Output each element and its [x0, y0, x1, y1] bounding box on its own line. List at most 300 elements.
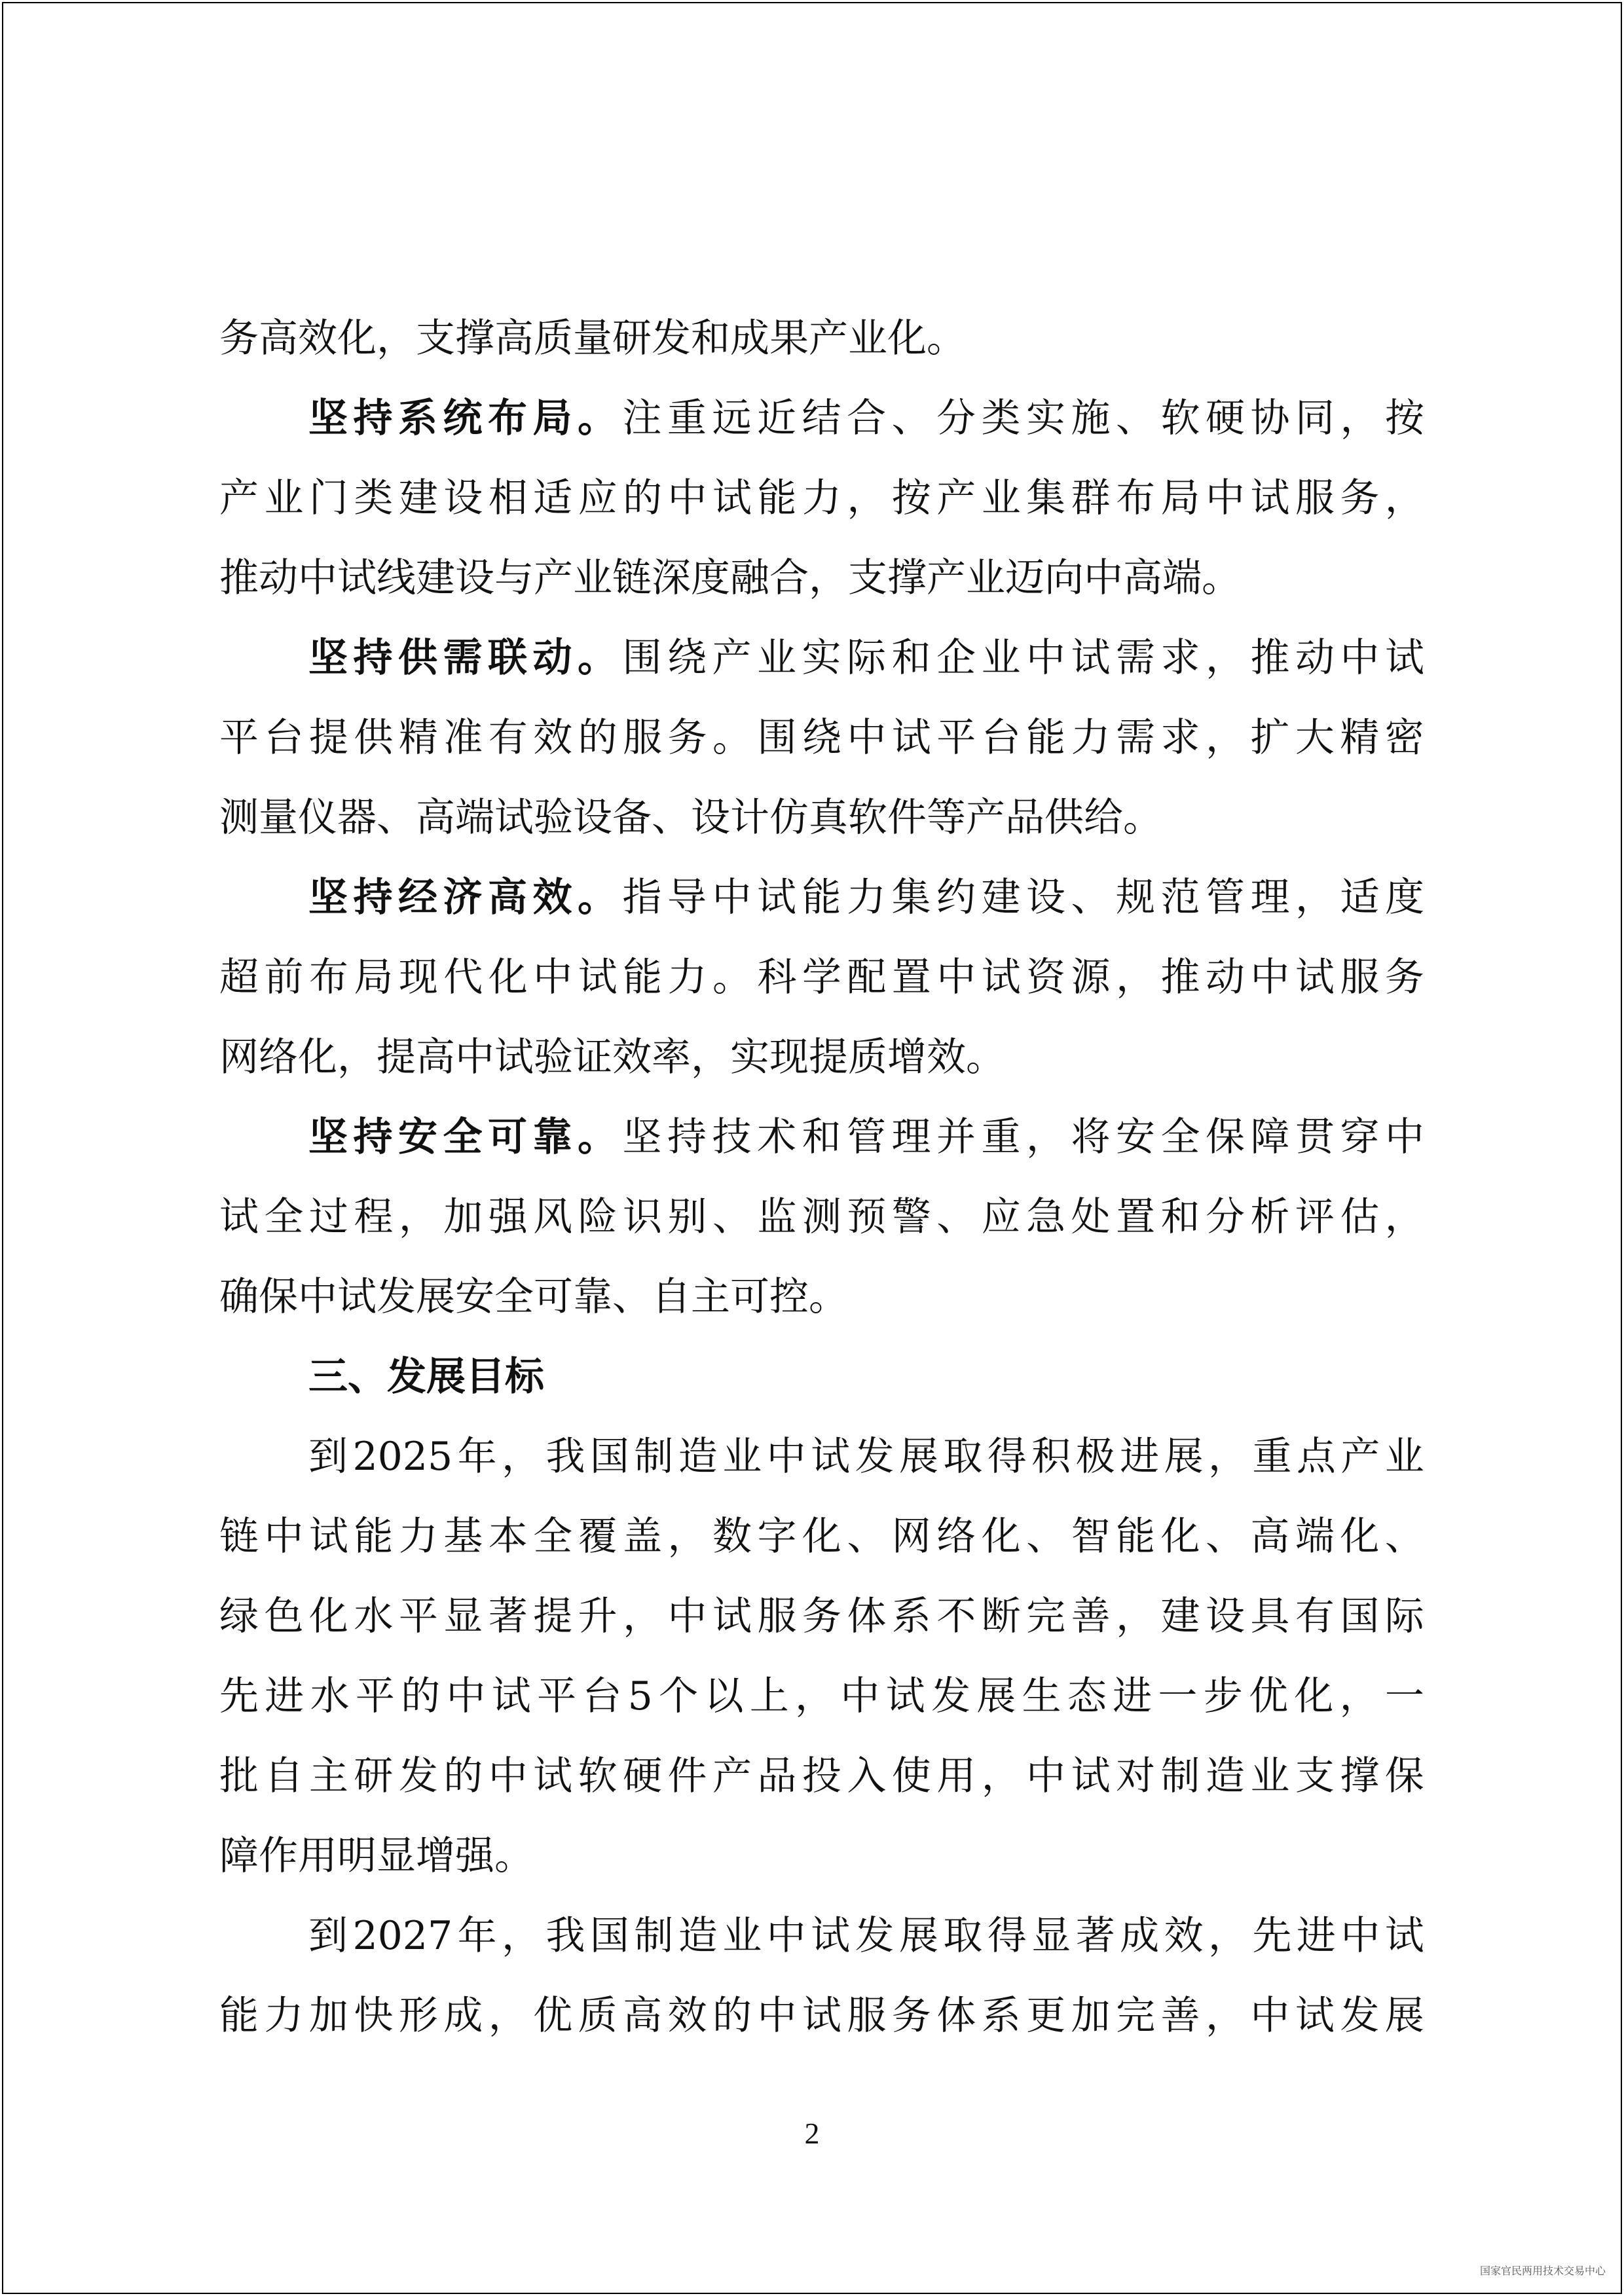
text-glyph: 科	[757, 955, 797, 1000]
text-glyph: 。	[809, 1274, 848, 1320]
text-glyph: 完	[1116, 1993, 1156, 2039]
text-glyph: 展	[1164, 1434, 1204, 1480]
text-glyph: 试	[491, 1673, 531, 1719]
text-glyph: 推	[1250, 635, 1290, 681]
text-glyph: 加	[443, 1194, 483, 1240]
text-glyph: 发	[377, 1274, 416, 1320]
text-glyph: 预	[847, 1194, 887, 1240]
text-glyph: 得	[987, 1434, 1027, 1480]
text-glyph: 试	[337, 1274, 377, 1320]
text-glyph: 。	[927, 316, 966, 361]
text-line	[219, 1017, 1424, 1097]
text-glyph: 年	[457, 1913, 497, 1959]
text-glyph: 作	[259, 1833, 298, 1879]
text-glyph: 试	[802, 1993, 841, 2039]
text-glyph: 效	[532, 875, 572, 920]
text-line	[219, 1576, 1424, 1656]
text-glyph: 和	[802, 1114, 841, 1160]
text-glyph: 际	[1384, 1594, 1424, 1639]
text-glyph: 务	[891, 1993, 931, 2039]
text-glyph: 集	[891, 875, 931, 920]
text-glyph: 极	[1075, 1434, 1115, 1480]
text-glyph: 发	[652, 316, 691, 361]
text-glyph: 对	[1116, 1753, 1156, 1799]
text-glyph: ，	[1205, 715, 1245, 761]
section-heading	[219, 1337, 1424, 1417]
text-glyph: 。	[1123, 795, 1162, 841]
text-glyph: 分	[936, 395, 976, 441]
text-line	[219, 1976, 1424, 2056]
text-glyph: 保	[1206, 1114, 1245, 1160]
text-glyph: 近	[757, 395, 796, 441]
text-glyph: 试	[1250, 475, 1290, 521]
text-glyph: 2025	[352, 1434, 453, 1480]
text-glyph: 门	[308, 475, 348, 521]
text-glyph: 中	[1205, 475, 1245, 521]
text-glyph: 硬	[623, 1753, 663, 1799]
text-glyph: ，	[1295, 875, 1335, 920]
text-glyph: 中	[1385, 1114, 1424, 1160]
text-glyph: ，	[488, 1993, 528, 2039]
text-glyph: 推	[219, 555, 259, 601]
text-glyph: 按	[1385, 395, 1424, 441]
text-glyph: 我	[545, 1434, 585, 1480]
text-glyph: 可	[488, 1114, 527, 1160]
text-glyph: 坚	[308, 395, 348, 441]
text-glyph: 能	[802, 875, 841, 920]
text-glyph: 业	[981, 635, 1021, 681]
text-glyph: 研	[354, 1753, 394, 1799]
text-glyph: 现	[769, 1034, 809, 1080]
text-glyph: 精	[398, 715, 438, 761]
text-glyph: 、	[1026, 1514, 1066, 1559]
text-glyph: 化	[887, 316, 927, 361]
text-glyph: 强	[455, 1833, 494, 1879]
text-glyph: 化	[1340, 1514, 1380, 1559]
text-glyph: 力	[264, 1993, 304, 2039]
text-glyph: 可	[534, 1274, 573, 1320]
text-glyph: 业	[264, 475, 304, 521]
text-glyph: 产	[936, 475, 976, 521]
text-glyph: 增	[416, 1833, 455, 1879]
text-glyph: 障	[1250, 1114, 1290, 1160]
text-glyph: 重	[667, 395, 707, 441]
text-glyph: 制	[634, 1913, 674, 1959]
text-glyph: 产	[809, 316, 848, 361]
text-line	[219, 538, 1424, 618]
text-glyph: 能	[1026, 715, 1066, 761]
text-glyph: 平	[355, 1673, 395, 1719]
text-glyph: 到	[308, 1913, 348, 1959]
text-glyph: 测	[802, 1194, 841, 1240]
text-glyph: 保	[259, 1274, 298, 1320]
text-glyph: 点	[1296, 1434, 1336, 1480]
text-glyph: 平	[219, 715, 259, 761]
text-glyph: 高	[1123, 555, 1162, 601]
text-glyph: 全	[264, 1194, 304, 1240]
text-glyph: 有	[488, 715, 528, 761]
text-glyph: 国	[589, 1434, 629, 1480]
text-glyph: 技	[712, 1114, 752, 1160]
text-glyph: 化	[337, 316, 377, 361]
text-glyph: 化	[308, 1594, 348, 1639]
text-glyph: 验	[534, 795, 573, 841]
text-line	[219, 1497, 1424, 1576]
text-glyph: 效	[612, 1034, 652, 1080]
text-glyph: 的	[712, 1993, 752, 2039]
text-glyph: ，	[691, 1034, 730, 1080]
text-glyph: 类	[981, 395, 1021, 441]
text-glyph: 、	[847, 1514, 887, 1559]
text-glyph: 持	[353, 395, 393, 441]
text-glyph: 应	[578, 475, 618, 521]
text-line	[219, 1257, 1424, 1337]
text-glyph: 迈	[1005, 555, 1044, 601]
text-glyph: 等	[927, 795, 966, 841]
text-glyph: 中	[712, 875, 752, 920]
text-glyph: 进	[1296, 1913, 1336, 1959]
text-glyph: 力	[1071, 715, 1111, 761]
text-glyph: 快	[354, 1993, 394, 2039]
text-glyph: 联	[488, 635, 527, 681]
text-glyph: 优	[533, 1993, 573, 2039]
text-glyph: 重	[981, 1114, 1021, 1160]
text-glyph: 服	[757, 1594, 797, 1639]
text-glyph: 别	[667, 1194, 707, 1240]
text-glyph: 和	[891, 635, 931, 681]
text-line	[219, 778, 1424, 858]
text-glyph: 进	[1113, 1673, 1153, 1719]
text-glyph: 布	[1116, 475, 1156, 521]
text-glyph: 、	[1205, 1514, 1245, 1559]
text-glyph: 业	[573, 555, 612, 601]
text-glyph: 台	[981, 715, 1021, 761]
text-glyph: 绿	[219, 1594, 259, 1639]
text-glyph: 撑	[1340, 1753, 1380, 1799]
text-glyph: 范	[1160, 875, 1200, 920]
text-glyph: 可	[730, 1274, 769, 1320]
text-glyph: 试	[811, 1434, 851, 1480]
text-glyph: 效	[927, 1034, 966, 1080]
text-glyph: 局	[1160, 475, 1200, 521]
text-glyph: 管	[847, 1114, 886, 1160]
text-glyph: 真	[809, 795, 848, 841]
text-glyph: 业	[722, 1434, 762, 1480]
text-glyph: 持	[353, 635, 393, 681]
text-glyph: 盖	[623, 1514, 663, 1559]
text-glyph: 中	[766, 1434, 806, 1480]
text-glyph: 加	[1071, 1993, 1111, 2039]
text-glyph: 、	[1116, 395, 1155, 441]
text-glyph: 置	[1116, 1194, 1156, 1240]
text-glyph: 、	[712, 1194, 752, 1240]
text-glyph: 展	[1384, 1993, 1424, 2039]
text-glyph: 业	[757, 635, 796, 681]
text-glyph: 高	[623, 1993, 663, 2039]
text-glyph: 基	[443, 1514, 483, 1559]
text-glyph: 强	[488, 1194, 528, 1240]
text-glyph: 、	[348, 1354, 387, 1400]
text-glyph: 试	[533, 1753, 573, 1799]
text-glyph: 国	[1340, 1594, 1380, 1639]
text-glyph: ，	[1384, 1194, 1424, 1240]
text-glyph: 。	[578, 395, 617, 441]
text-glyph: 中	[446, 1673, 486, 1719]
text-glyph: 规	[1116, 875, 1155, 920]
text-glyph: 现	[398, 955, 438, 1000]
text-glyph: 的	[443, 1753, 483, 1799]
paragraph	[219, 299, 1424, 378]
text-glyph: 集	[1026, 475, 1066, 521]
text-glyph: 三	[308, 1354, 348, 1400]
text-glyph: 中	[488, 1753, 528, 1799]
text-glyph: 产	[1340, 1434, 1380, 1480]
paragraph	[219, 378, 1424, 618]
text-glyph: 硬	[1206, 395, 1245, 441]
text-glyph: 结	[802, 395, 841, 441]
text-glyph: 标	[505, 1354, 544, 1400]
text-glyph: ，	[1384, 475, 1424, 521]
text-line	[219, 1337, 1424, 1417]
text-glyph: 化	[1160, 1514, 1200, 1559]
text-glyph: 以	[704, 1673, 744, 1719]
text-line	[219, 458, 1424, 538]
text-glyph: 发	[855, 1913, 895, 1959]
text-glyph: 务	[1384, 955, 1424, 1000]
text-glyph: 试	[891, 715, 931, 761]
text-glyph: 提	[809, 1034, 848, 1080]
text-glyph: 件	[667, 1753, 707, 1799]
text-glyph: 业	[1384, 1434, 1424, 1480]
text-glyph: 务	[802, 1594, 841, 1639]
text-glyph: 的	[401, 1673, 441, 1719]
text-glyph: 围	[757, 715, 797, 761]
paragraph	[219, 1417, 1424, 1896]
text-line	[219, 1177, 1424, 1257]
text-glyph: 。	[712, 955, 752, 1000]
text-glyph: 展	[976, 1673, 1016, 1719]
text-glyph: 、	[652, 795, 691, 841]
text-glyph: 并	[936, 1114, 976, 1160]
text-glyph: 产	[927, 555, 966, 601]
text-glyph: 的	[623, 475, 663, 521]
text-glyph: 仿	[769, 795, 809, 841]
text-glyph: 展	[898, 1913, 938, 1959]
text-glyph: 需	[443, 635, 483, 681]
text-glyph: 业	[966, 555, 1005, 601]
text-glyph: 代	[443, 955, 483, 1000]
text-glyph: ，	[502, 1913, 542, 1959]
text-glyph: 能	[1116, 1514, 1156, 1559]
text-glyph: 供	[398, 635, 437, 681]
text-glyph: 相	[488, 475, 528, 521]
text-glyph: 。	[494, 1833, 534, 1879]
text-glyph: 水	[354, 1594, 394, 1639]
text-glyph: 态	[1067, 1673, 1107, 1719]
text-glyph: ，	[1026, 1114, 1065, 1160]
text-glyph: 程	[354, 1194, 394, 1240]
text-glyph: 施	[1071, 395, 1111, 441]
text-glyph: 发	[398, 1753, 438, 1799]
text-glyph: 展	[898, 1434, 938, 1480]
text-glyph: 资	[1026, 955, 1066, 1000]
text-line	[219, 1656, 1424, 1736]
text-glyph: 中	[757, 1993, 797, 2039]
text-glyph: 入	[847, 1753, 887, 1799]
text-glyph: 企	[936, 635, 976, 681]
text-glyph: 得	[987, 1913, 1027, 1959]
text-glyph: 合	[769, 555, 809, 601]
text-glyph: 高	[488, 875, 527, 920]
text-glyph: 测	[219, 795, 259, 841]
text-glyph: 动	[259, 555, 298, 601]
text-glyph: 靠	[573, 1274, 612, 1320]
text-line	[219, 1097, 1424, 1177]
text-glyph: 安	[455, 1274, 494, 1320]
text-glyph: 化	[1294, 1673, 1334, 1719]
text-glyph: 经	[398, 875, 437, 920]
text-glyph: 。	[578, 1114, 617, 1160]
text-glyph: 穿	[1340, 1114, 1380, 1160]
text-glyph: 析	[1250, 1194, 1290, 1240]
text-glyph: 台	[582, 1673, 622, 1719]
text-glyph: 务	[1340, 475, 1380, 521]
text-glyph: 品	[1005, 795, 1044, 841]
text-glyph: 力	[667, 955, 707, 1000]
text-glyph: 高	[416, 795, 455, 841]
text-glyph: 监	[757, 1194, 797, 1240]
text-glyph: 坚	[622, 1114, 662, 1160]
text-glyph: 融	[730, 555, 769, 601]
text-glyph: 加	[308, 1993, 348, 2039]
text-glyph: 导	[667, 875, 707, 920]
text-glyph: ，	[1206, 635, 1245, 681]
text-glyph: 和	[1160, 1194, 1200, 1240]
text-glyph: 系	[981, 1993, 1021, 2039]
text-glyph: 络	[936, 1514, 976, 1559]
text-glyph: 软	[848, 795, 887, 841]
text-glyph: 先	[219, 1673, 259, 1719]
text-glyph: 需	[1116, 635, 1155, 681]
text-glyph: 、	[891, 395, 931, 441]
text-glyph: 试	[578, 955, 618, 1000]
text-glyph: 试	[494, 795, 534, 841]
text-glyph: ，	[1205, 1993, 1245, 2039]
text-glyph: 一	[1158, 1673, 1198, 1719]
text-glyph: 险	[578, 1194, 618, 1240]
text-glyph: 实	[730, 1034, 769, 1080]
text-glyph: 不	[936, 1594, 976, 1639]
text-glyph: 群	[1071, 475, 1111, 521]
text-glyph: 深	[652, 555, 691, 601]
text-glyph: 的	[578, 715, 618, 761]
text-glyph: 效	[298, 316, 337, 361]
text-glyph: 提	[308, 715, 348, 761]
text-glyph: 中	[1084, 555, 1123, 601]
text-line	[219, 1736, 1424, 1816]
text-glyph: 率	[652, 1034, 691, 1080]
text-glyph: 中	[840, 1673, 880, 1719]
text-glyph: ，	[623, 1594, 663, 1639]
text-glyph: 置	[891, 955, 931, 1000]
text-glyph: 端	[455, 795, 494, 841]
text-glyph: 年	[457, 1434, 497, 1480]
text-glyph: ，	[795, 1673, 835, 1719]
text-glyph: 善	[1160, 1993, 1200, 2039]
text-glyph: 实	[1026, 395, 1065, 441]
text-glyph: 进	[1120, 1434, 1160, 1480]
text-glyph: 端	[1295, 1514, 1335, 1559]
text-glyph: 化	[802, 1514, 841, 1559]
text-glyph: 支	[416, 316, 455, 361]
text-glyph: 保	[1384, 1753, 1424, 1799]
text-glyph: 持	[353, 1114, 393, 1160]
text-glyph: 供	[354, 715, 394, 761]
text-glyph: 效	[533, 715, 573, 761]
text-glyph: 显	[443, 1594, 483, 1639]
page-number: 2	[804, 2117, 820, 2150]
text-glyph: 远	[712, 395, 752, 441]
text-glyph: 学	[802, 955, 841, 1000]
text-glyph: 备	[612, 795, 652, 841]
text-glyph: 明	[337, 1833, 377, 1879]
text-glyph: 需	[1116, 715, 1156, 761]
text-glyph: 设	[1026, 875, 1065, 920]
document-body	[219, 299, 1424, 2056]
text-glyph: 绕	[667, 635, 707, 681]
text-glyph: 。	[578, 875, 617, 920]
text-glyph: 中	[533, 955, 573, 1000]
text-glyph: 合	[847, 395, 886, 441]
text-glyph: 展	[416, 1274, 455, 1320]
text-glyph: 数	[712, 1514, 752, 1559]
text-glyph: 中	[298, 1274, 337, 1320]
text-glyph: 中	[936, 955, 976, 1000]
text-glyph: ，	[1208, 1434, 1248, 1480]
text-glyph: 络	[259, 1034, 298, 1080]
text-glyph: 中	[1340, 635, 1380, 681]
text-glyph: 控	[769, 1274, 809, 1320]
text-glyph: 布	[308, 955, 348, 1000]
text-glyph: 高	[259, 316, 298, 361]
text-glyph: 体	[936, 1993, 976, 2039]
text-glyph: 业	[848, 316, 887, 361]
text-glyph: 产	[219, 475, 259, 521]
text-glyph: 仪	[298, 795, 337, 841]
text-glyph: ，	[1340, 395, 1380, 441]
text-glyph: 中	[264, 1514, 304, 1559]
text-glyph: 动	[532, 635, 572, 681]
text-glyph: 试	[1071, 1753, 1111, 1799]
text-glyph: 服	[847, 1993, 887, 2039]
text-glyph: 业	[981, 475, 1021, 521]
text-glyph: 试	[308, 1514, 348, 1559]
text-glyph: 试	[1295, 1993, 1335, 2039]
text-glyph: 展	[426, 1354, 466, 1400]
text-glyph: 分	[1205, 1194, 1245, 1240]
text-glyph: 术	[757, 1114, 796, 1160]
text-glyph: 造	[678, 1434, 718, 1480]
text-glyph: 确	[219, 1274, 259, 1320]
text-glyph: 试	[1295, 955, 1335, 1000]
text-glyph: 理	[891, 1114, 931, 1160]
text-glyph: 覆	[578, 1514, 618, 1559]
text-glyph: 靠	[532, 1114, 572, 1160]
text-glyph: 增	[887, 1034, 927, 1080]
text-glyph: 完	[1026, 1594, 1066, 1639]
text-glyph: 建	[1160, 1594, 1200, 1639]
text-glyph: 全	[494, 1274, 534, 1320]
